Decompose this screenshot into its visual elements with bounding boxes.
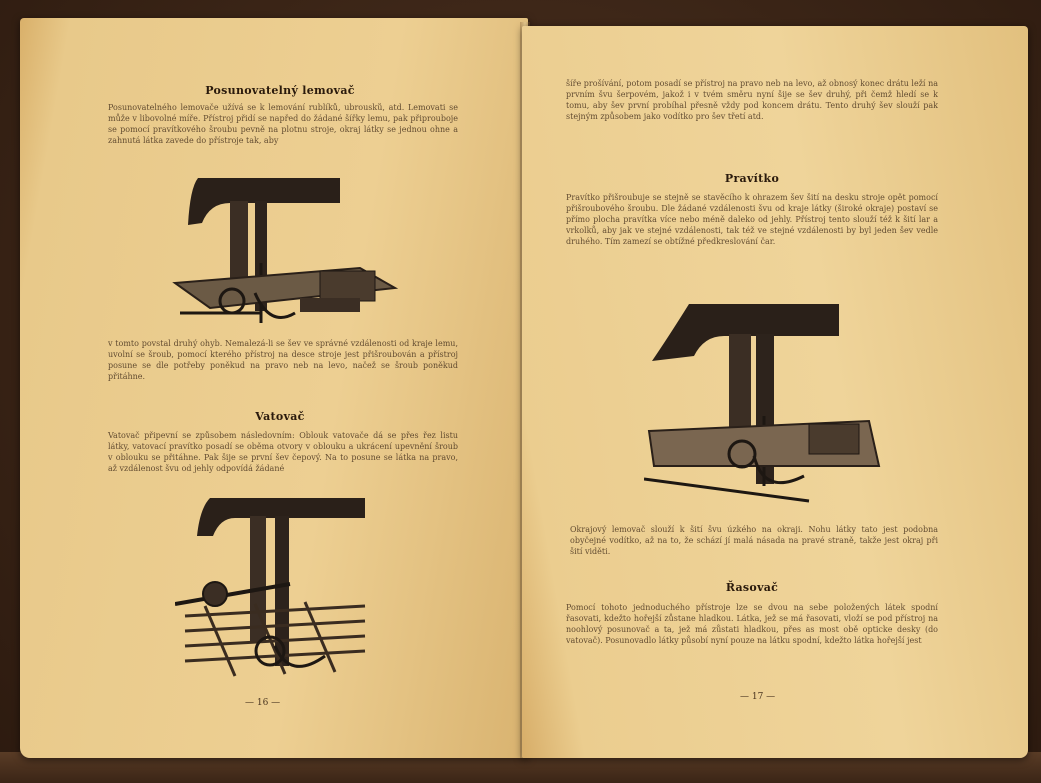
heading-rasovac: Řasovač — [725, 581, 779, 594]
okrajovy-lemovac-illustration — [644, 296, 884, 511]
paragraph-pravitko: Pravítko přišroubuje se stejně se stavěcího k ohrazem šev šití na desku stroje opět pomocí přišroubového šroubu. Dle žádané vzdálenosti švu od kraje látky (široké okraje) postaví se přímo plocha pravítka více nebo méně daleko od jehly. Přístroj tento slouží též k šití lar a vrkolků, aby jak ve stejné vzdálenosti, tak též ve stejné vzdálenosti by byl jeden šev vedle druhého. Tím zamezí se obtížné předkreslování čar. — [566, 193, 938, 246]
page-number-left: — 16 — — [245, 698, 281, 708]
paragraph-vatovac: Vatovač připevní se způsobem následovním: Oblouk vatovače dá se přes řez listu látky, vatovací pravítko posadí se oběma otvory v oblouku a ukrácení upevnění šroub v oblouku se přitáhne. Pak šije se první šev čepový. Na to posune se látka na pravo, až vzdálenost švu od jehly odpovídá žádané — [108, 431, 458, 473]
vatovac-illustration — [175, 496, 385, 686]
paragraph-vatovac-continued: šíře prošívání, potom posadí se přístroj na pravo neb na levo, až obnosý konec drátu leží na prvním švu šerpovém, jakož i v tvém směru nyní šije se šev druhý, při čemž hledí se k tomu, aby šev první probíhal přesně vždy pod koncem drátu. Tento druhý šev slouží pak stejným způsobem jako vodítko pro šev třetí atd. — [566, 79, 938, 121]
heading-pravitko: Pravítko — [724, 172, 780, 185]
left-page — [20, 18, 528, 758]
lemovac-illustration — [170, 163, 430, 343]
caption-okrajovy-lemovac: Okrajový lemovač slouží k šití švu úzkého na okraji. Nohu látky tato jest podobna obyčejné vodítko, až na to, že schází jí malá násada na pravé straně, takže jest okraj při šití viděti. — [570, 525, 938, 556]
page-number-right: — 17 — — [740, 692, 776, 702]
paragraph-rasovac: Pomocí tohoto jednoduchého přístroje lze se dvou na sebe položených látek spodní řasovati, kdežto hořejší zůstane hladkou. Látka, jež se má řasovati, vloží se pod přístroj na noohlový posunovač a ta, jež má zůstati hladkou, přes as most obě opticke desky (do vatovač). Posunovadlo látky působí nyní pouze na látku spodní, kdežto látka hořejší jest — [566, 603, 938, 645]
right-page — [522, 26, 1028, 758]
paragraph-lemovac-intro: Posunovatelného lemovače užívá se k lemování rublíků, ubrousků, atd. Lemovati se může v libovolné míře. Přístroj přidí se napřed do žádané šířky lemu, pak připrouboje se pomocí pravítkového šroubu pevně na plotnu stroje, okraj látky se jednou ohne a zahnutá látka zavede do přístroje tak, aby — [108, 103, 458, 145]
heading-posunovatelny-lemovac: Posunovatelný lemovač — [205, 84, 355, 97]
paragraph-lemovac-continued: v tomto povstal druhý ohyb. Nemalezá-li se šev ve správné vzdálenosti od kraje lemu, uvolní se šroub, pomocí kterého přístroj na desce stroje jest přišroubován a přístroj posune se dle potřeby poněkud na pravo neb na levo, načež se šroub poněkud přitáhne. — [108, 339, 458, 381]
heading-vatovac: Vatovač — [255, 410, 305, 423]
